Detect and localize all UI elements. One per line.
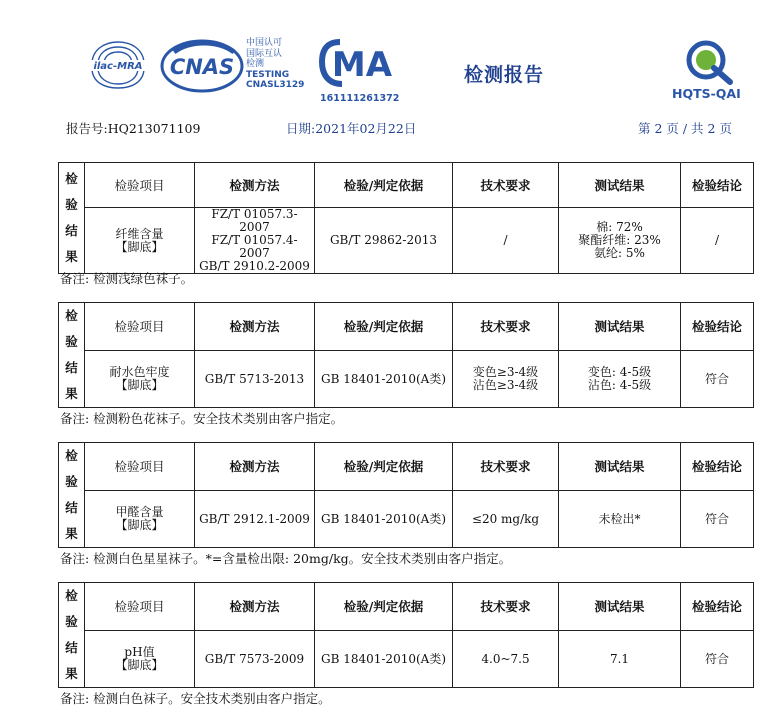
side-label-char: 验 bbox=[65, 474, 78, 489]
requirement-line: 4.0~7.5 bbox=[481, 651, 530, 666]
result-line: 氨纶: 5% bbox=[594, 246, 645, 260]
svg-text:CNAS: CNAS bbox=[169, 55, 235, 79]
report-date: 日期:2021年02月22日 bbox=[286, 121, 417, 136]
side-label-char: 果 bbox=[65, 666, 78, 681]
side-label-char: 检 bbox=[65, 171, 78, 186]
inspection-result-label bbox=[59, 163, 85, 274]
side-label-char: 检 bbox=[65, 308, 78, 323]
cell-result bbox=[559, 491, 681, 548]
header-item: 检验项目 bbox=[85, 583, 195, 631]
cell-basis bbox=[315, 631, 453, 688]
result-table bbox=[58, 442, 754, 548]
cell-requirement bbox=[453, 351, 559, 408]
conclusion-line: 符合 bbox=[704, 651, 729, 666]
side-label-char: 结 bbox=[65, 223, 78, 238]
header-method: 检测方法 bbox=[195, 303, 315, 351]
side-label-char: 结 bbox=[65, 640, 78, 655]
cma-number: 161111261372 bbox=[320, 93, 400, 104]
inspection-result-label bbox=[59, 303, 85, 408]
table-header-row bbox=[59, 303, 754, 351]
side-label-char: 果 bbox=[65, 249, 78, 264]
side-label-char: 结 bbox=[65, 500, 78, 515]
side-label-char: 结 bbox=[65, 360, 78, 375]
header-conclusion: 检验结论 bbox=[681, 163, 754, 208]
side-label-char: 验 bbox=[65, 334, 78, 349]
cnas-logo bbox=[160, 38, 305, 94]
cnas-line-5: CNASL3129 bbox=[246, 80, 305, 90]
requirement-line: / bbox=[503, 233, 508, 247]
cnas-line-3: 检测 bbox=[246, 59, 265, 69]
cell-result bbox=[559, 208, 681, 274]
cell-method bbox=[195, 491, 315, 548]
method-line: GB/T 2912.1-2009 bbox=[199, 511, 310, 526]
result-table bbox=[58, 302, 754, 408]
cell-conclusion bbox=[681, 491, 754, 548]
requirement-line: 变色≥3-4级 bbox=[472, 365, 539, 380]
cma-emblem-icon bbox=[318, 34, 398, 92]
header-conclusion: 检验结论 bbox=[681, 443, 754, 491]
item-line: 【脚底】 bbox=[115, 518, 164, 533]
cnas-line-2: 国际互认 bbox=[246, 48, 283, 59]
page-indicator: 第 2 页 / 共 2 页 bbox=[638, 121, 732, 136]
hqts-label: HQTS-QAI bbox=[672, 86, 741, 101]
side-label-char: 果 bbox=[65, 526, 78, 541]
cell-basis bbox=[315, 351, 453, 408]
table-row bbox=[59, 631, 754, 688]
result-table bbox=[58, 162, 754, 274]
table-row bbox=[59, 208, 754, 274]
result-line: 沾色: 4-5级 bbox=[587, 378, 652, 393]
report-header bbox=[0, 0, 767, 120]
method-line: FZ/T 01057.4-2007 bbox=[211, 233, 298, 260]
header-requirement: 技术要求 bbox=[453, 443, 559, 491]
item-line: 纤维含量 bbox=[115, 226, 164, 241]
conclusion-line: 符合 bbox=[704, 511, 729, 526]
table-header-row bbox=[59, 443, 754, 491]
header-item: 检验项目 bbox=[85, 443, 195, 491]
cnas-emblem-icon bbox=[160, 38, 244, 94]
header-item: 检验项目 bbox=[85, 303, 195, 351]
side-label-char: 检 bbox=[65, 588, 78, 603]
cnas-line-4: TESTING bbox=[246, 69, 290, 80]
header-method: 检测方法 bbox=[195, 163, 315, 208]
cell-method bbox=[195, 351, 315, 408]
cnas-line-1: 中国认可 bbox=[246, 38, 283, 48]
svg-text:ilac-MRA: ilac-MRA bbox=[93, 61, 143, 72]
cell-method bbox=[195, 631, 315, 688]
cell-method bbox=[195, 208, 315, 274]
header-basis: 检验/判定依据 bbox=[315, 583, 453, 631]
header-basis: 检验/判定依据 bbox=[315, 443, 453, 491]
section-note: 备注: 检测白色星星袜子。*=含量检出限: 20mg/kg。安全技术类别由客户指定。 bbox=[60, 551, 512, 566]
requirement-line: 沾色≥3-4级 bbox=[472, 378, 539, 393]
header-conclusion: 检验结论 bbox=[681, 583, 754, 631]
table-header-row bbox=[59, 163, 754, 208]
method-line: GB/T 7573-2009 bbox=[204, 651, 305, 666]
header-basis: 检验/判定依据 bbox=[315, 303, 453, 351]
hqts-emblem-icon bbox=[670, 38, 754, 86]
side-label-char: 果 bbox=[65, 386, 78, 401]
item-line: 甲醛含量 bbox=[115, 505, 164, 520]
section-note: 备注: 检测浅绿色袜子。 bbox=[60, 271, 194, 286]
report-title: 检测报告 bbox=[464, 64, 545, 86]
table-row bbox=[59, 491, 754, 548]
inspection-result-label bbox=[59, 443, 85, 548]
header-method: 检测方法 bbox=[195, 583, 315, 631]
side-label-char: 检 bbox=[65, 448, 78, 463]
result-line: 未检出* bbox=[598, 511, 641, 526]
header-result: 测试结果 bbox=[559, 443, 681, 491]
header-basis: 检验/判定依据 bbox=[315, 163, 453, 208]
item-line: 【脚底】 bbox=[115, 658, 164, 673]
cell-conclusion bbox=[681, 208, 754, 274]
method-line: GB/T 2910.2-2009 bbox=[199, 259, 310, 273]
header-method: 检测方法 bbox=[195, 443, 315, 491]
basis-line: GB 18401-2010(A类) bbox=[320, 651, 447, 666]
result-table bbox=[58, 582, 754, 688]
section-note: 备注: 检测白色袜子。安全技术类别由客户指定。 bbox=[60, 691, 331, 706]
conclusion-line: / bbox=[714, 233, 720, 247]
cell-item bbox=[85, 208, 195, 274]
cell-item bbox=[85, 351, 195, 408]
ilac-mra-logo bbox=[84, 38, 152, 90]
header-result: 测试结果 bbox=[559, 583, 681, 631]
header-result: 测试结果 bbox=[559, 163, 681, 208]
header-requirement: 技术要求 bbox=[453, 583, 559, 631]
result-line: 7.1 bbox=[609, 651, 630, 666]
header-item: 检验项目 bbox=[85, 163, 195, 208]
section-note: 备注: 检测粉色花袜子。安全技术类别由客户指定。 bbox=[60, 411, 344, 426]
cell-conclusion bbox=[681, 351, 754, 408]
cell-item bbox=[85, 491, 195, 548]
report-number: 报告号:HQ213071109 bbox=[66, 121, 201, 136]
conclusion-line: 符合 bbox=[704, 371, 729, 386]
cell-requirement bbox=[453, 491, 559, 548]
basis-line: GB 18401-2010(A类) bbox=[320, 371, 447, 386]
method-line: FZ/T 01057.3-2007 bbox=[211, 207, 298, 234]
item-line: 【脚底】 bbox=[115, 239, 164, 254]
item-line: 耐水色牢度 bbox=[109, 365, 170, 380]
result-line: 变色: 4-5级 bbox=[587, 365, 652, 380]
table-row bbox=[59, 351, 754, 408]
cell-result bbox=[559, 631, 681, 688]
result-line: 棉: 72% bbox=[596, 220, 643, 234]
item-line: pH值 bbox=[124, 645, 155, 660]
side-label-char: 验 bbox=[65, 614, 78, 629]
header-result: 测试结果 bbox=[559, 303, 681, 351]
inspection-result-label bbox=[59, 583, 85, 688]
basis-line: GB 18401-2010(A类) bbox=[320, 511, 447, 526]
cma-logo bbox=[318, 34, 398, 106]
cell-requirement bbox=[453, 631, 559, 688]
cell-basis bbox=[315, 208, 453, 274]
result-line: 聚酯纤维: 23% bbox=[578, 233, 661, 247]
requirement-line: ≤20 mg/kg bbox=[471, 511, 540, 526]
hqts-logo bbox=[670, 38, 754, 104]
header-requirement: 技术要求 bbox=[453, 303, 559, 351]
cell-item bbox=[85, 631, 195, 688]
header-requirement: 技术要求 bbox=[453, 163, 559, 208]
cell-conclusion bbox=[681, 631, 754, 688]
item-line: 【脚底】 bbox=[115, 378, 164, 393]
svg-text:MA: MA bbox=[331, 45, 393, 85]
cell-requirement bbox=[453, 208, 559, 274]
cell-result bbox=[559, 351, 681, 408]
header-conclusion: 检验结论 bbox=[681, 303, 754, 351]
cell-basis bbox=[315, 491, 453, 548]
method-line: GB/T 5713-2013 bbox=[204, 371, 305, 386]
side-label-char: 验 bbox=[65, 197, 78, 212]
table-header-row bbox=[59, 583, 754, 631]
basis-line: GB/T 29862-2013 bbox=[329, 233, 438, 247]
